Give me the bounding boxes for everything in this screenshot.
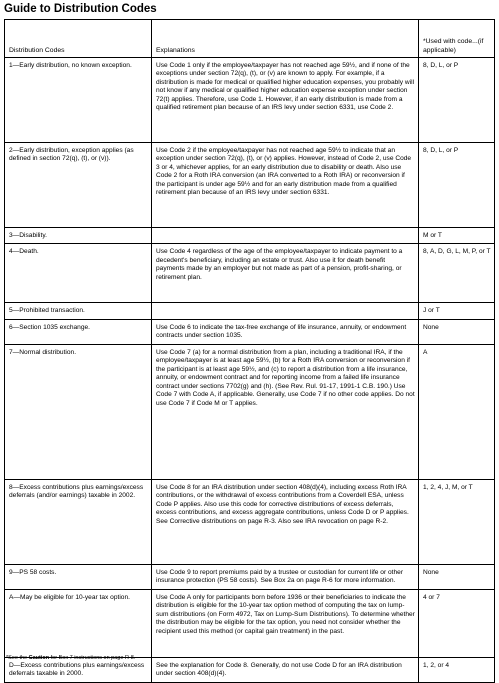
table-row bbox=[5, 303, 495, 319]
explanation-cell: See the explanation for Code 8. Generally, do not use Code D for an IRA distribution under section 408(d)(4). bbox=[152, 657, 419, 682]
table-row bbox=[5, 143, 495, 228]
explanation-cell: Use Code 7 (a) for a normal distribution from a plan, including a traditional IRA, if the employee/taxpayer is at least age 59½, (b) for a Roth IRA conversion or reconversion if the participant is at least age 59½, and (c) to report a distribution from a life insurance, annuity, or endowment contract and for reporting income from a failed life insurance contract under sections 7702(g) and (h). (See Rev. Rul. 91-17, 1991-1 C.B. 190.) Use Code 7 with Code A, if applicable. Generally, use Code 7 if no other code applies. Do not use Code 7 if Code M or T applies. bbox=[152, 344, 419, 479]
used-with-cell: None bbox=[419, 564, 495, 589]
table-row bbox=[5, 228, 495, 244]
code-cell: 6—Section 1035 exchange. bbox=[5, 319, 152, 344]
used-with-cell: 8, A, D, G, L, M, P, or T bbox=[419, 244, 495, 303]
used-with-cell: 8, D, L, or P bbox=[419, 143, 495, 228]
code-cell: 5—Prohibited transaction. bbox=[5, 303, 152, 319]
explanation-cell bbox=[152, 303, 419, 319]
code-cell: 4—Death. bbox=[5, 244, 152, 303]
page-title: Guide to Distribution Codes bbox=[4, 3, 157, 15]
table-row bbox=[5, 589, 495, 657]
used-with-cell: J or T bbox=[419, 303, 495, 319]
table-row bbox=[5, 344, 495, 479]
table-header-row bbox=[5, 20, 495, 58]
code-cell: 9—PS 58 costs. bbox=[5, 564, 152, 589]
footnote bbox=[6, 655, 135, 661]
distribution-codes-table bbox=[4, 19, 495, 683]
explanation-cell: Use Code 8 for an IRA distribution under section 408(d)(4), including excess Roth IRA contributions, or the withdrawal of excess contributions from a Coverdell ESA, unless Code P applies. Also use this code for corrective distributions of excess deferrals, excess contributions, and excess aggregate contributions, unless Code D or P applies. See Corrective distributions on page R-3. Also see IRA revocation on page R-2. bbox=[152, 479, 419, 564]
explanation-cell bbox=[152, 228, 419, 244]
explanation-cell: Use Code 9 to report premiums paid by a trustee or custodian for current life or other insurance protection (PS 58 costs). See Box 2a on page R-6 for more information. bbox=[152, 564, 419, 589]
used-with-cell: 1, 2, 4, J, M, or T bbox=[419, 479, 495, 564]
code-cell: 3—Disability. bbox=[5, 228, 152, 244]
table-row bbox=[5, 657, 495, 682]
code-cell: 1—Early distribution, no known exception. bbox=[5, 58, 152, 143]
table-row bbox=[5, 564, 495, 589]
used-with-cell: M or T bbox=[419, 228, 495, 244]
used-with-cell: None bbox=[419, 319, 495, 344]
explanation-cell: Use Code 2 if the employee/taxpayer has not reached age 59½ to indicate that an exception under section 72(q), (t), or (v) applies. However, instead of Code 2, use Code 3 or 4, whichever applies, for an early distribution due to disability or death. Also use Code 2 for a Roth IRA conversion (an IRA converted to a Roth IRA) or reconversion if the participant is under age 59½ and for an early distribution made from a qualified retirement plan because of an IRS levy under section 6331. bbox=[152, 143, 419, 228]
table-row bbox=[5, 479, 495, 564]
table-row bbox=[5, 58, 495, 143]
table-row bbox=[5, 319, 495, 344]
explanation-cell: Use Code 4 regardless of the age of the employee/taxpayer to indicate payment to a decedent's beneficiary, including an estate or trust. Also use it for death benefit payments made by an employer but not made as part of a pension, profit-sharing, or retirement plan. bbox=[152, 244, 419, 303]
explanation-cell: Use Code 6 to indicate the tax-free exchange of life insurance, annuity, or endowment contracts under section 1035. bbox=[152, 319, 419, 344]
header-distribution-codes: Distribution Codes bbox=[5, 20, 152, 58]
used-with-cell: A bbox=[419, 344, 495, 479]
code-cell: 7—Normal distribution. bbox=[5, 344, 152, 479]
code-cell: 2—Early distribution, exception applies (as defined in section 72(q), (t), or (v)). bbox=[5, 143, 152, 228]
footnote-caution-link: Caution bbox=[28, 655, 50, 661]
explanation-cell: Use Code 1 only if the employee/taxpayer has not reached age 59½, and if none of the exceptions under section 72(q), (t), or (v) are known to apply. For example, if a distribution is made for medical or qualified higher education expenses, you probably will not know if any medical or qualified higher education expense exception under section 72(t) applies. Therefore, use Code 1. However, if an early distribution is made from a qualified retirement plan because of an IRS levy under section 6331, use Code 2. bbox=[152, 58, 419, 143]
code-cell: A—May be eligible for 10-year tax option. bbox=[5, 589, 152, 657]
explanation-cell: Use Code A only for participants born before 1936 or their beneficiaries to indicate the distribution is eligible for the 10-year tax option method of computing the tax on lump-sum distributions (on Form 4972, Tax on Lump-Sum Distributions). To determine whether the distribution may be eligible for the tax option, you need not consider whether the recipient used this method (or capital gain treatment) in the past. bbox=[152, 589, 419, 657]
used-with-cell: 4 or 7 bbox=[419, 589, 495, 657]
header-used-with: *Used with code...(if applicable) bbox=[419, 20, 495, 58]
code-cell: 8—Excess contributions plus earnings/excess deferrals (and/or earnings) taxable in 2002. bbox=[5, 479, 152, 564]
used-with-cell: 1, 2, or 4 bbox=[419, 657, 495, 682]
footnote-suffix: for Box 7 instructions on page R-8. bbox=[49, 655, 136, 661]
header-explanations: Explanations bbox=[152, 20, 419, 58]
used-with-cell: 8, D, L, or P bbox=[419, 58, 495, 143]
table-row bbox=[5, 244, 495, 303]
code-cell: D—Excess contributions plus earnings/excess deferrals taxable in 2000. bbox=[5, 657, 152, 682]
footnote-prefix: *See the bbox=[6, 655, 29, 661]
